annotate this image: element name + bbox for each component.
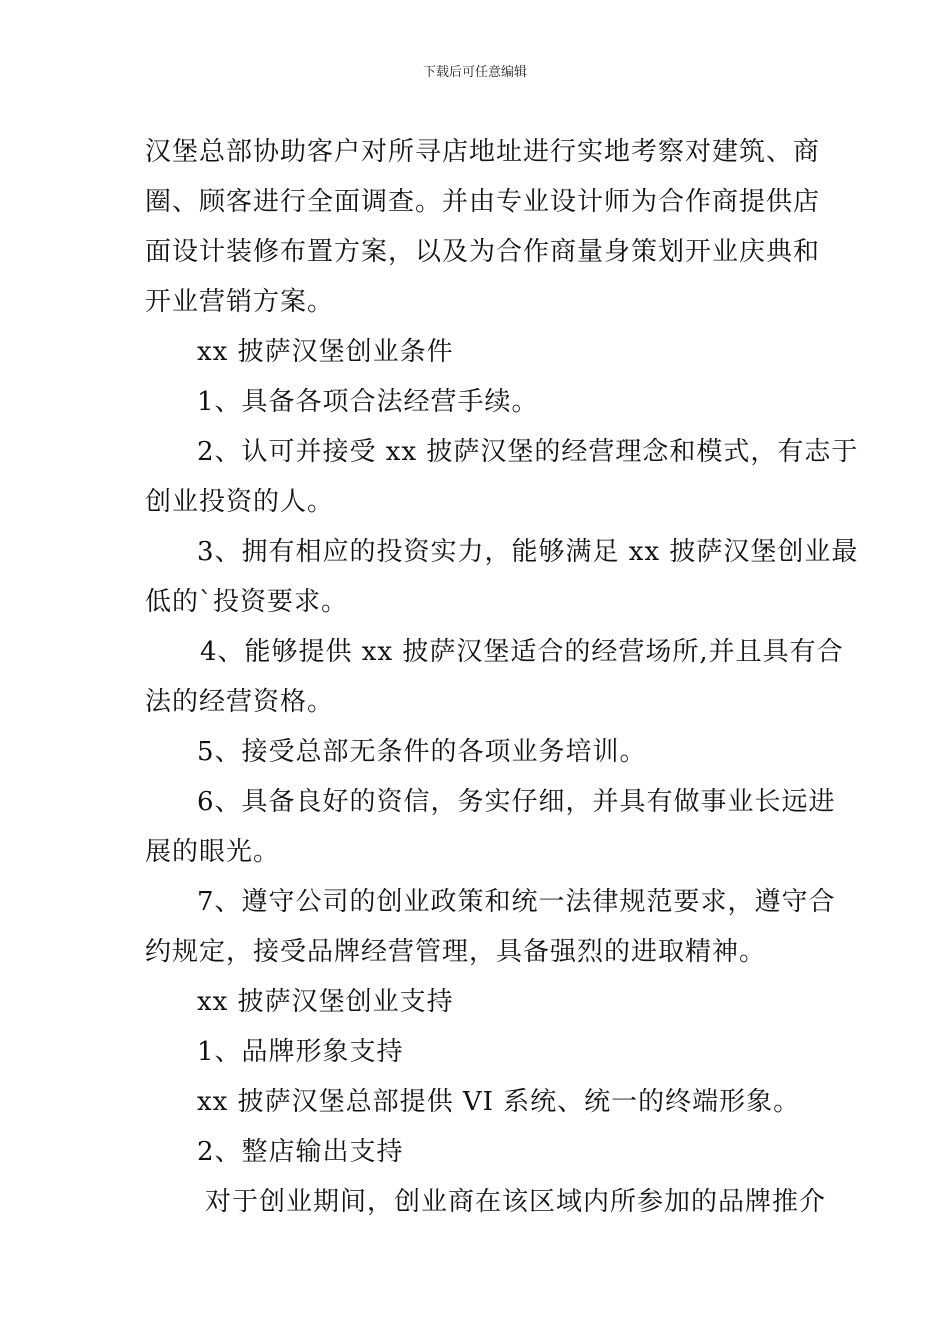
paragraph-line: 低的`投资要求。 <box>145 587 349 617</box>
list-item: 2、整店输出支持 <box>197 1137 404 1167</box>
document-body <box>145 127 859 1227</box>
section-heading: xx 披萨汉堡创业支持 <box>197 987 454 1017</box>
list-item: 2、认可并接受 xx 披萨汉堡的经营理念和模式，有志于 <box>197 437 859 467</box>
paragraph-line: 展的眼光。 <box>145 837 281 867</box>
list-item: 1、具备各项合法经营手续。 <box>197 387 539 417</box>
list-item: 7、遵守公司的创业政策和统一法律规范要求，遵守合 <box>197 887 836 917</box>
list-item: 6、具备良好的资信，务实仔细，并具有做事业长远进 <box>197 787 836 817</box>
paragraph-line: 汉堡总部协助客户对所寻店地址进行实地考察对建筑、商 <box>145 137 821 167</box>
paragraph-line: 面设计装修布置方案，以及为合作商量身策划开业庆典和 <box>145 237 821 267</box>
paragraph-line: xx 披萨汉堡总部提供 VI 系统、统一的终端形象。 <box>197 1087 801 1117</box>
section-heading: xx 披萨汉堡创业条件 <box>197 337 454 367</box>
paragraph-line: 开业营销方案。 <box>145 287 335 317</box>
paragraph-line: 法的经营资格。 <box>145 687 335 717</box>
list-item: 1、品牌形象支持 <box>197 1037 404 1067</box>
list-item: 3、拥有相应的投资实力，能够满足 xx 披萨汉堡创业最 <box>197 537 859 567</box>
page-header: 下载后可任意编辑 <box>422 65 527 80</box>
paragraph-line: 圈、顾客进行全面调查。并由专业设计师为合作商提供店 <box>145 187 821 217</box>
list-item: 5、接受总部无条件的各项业务培训。 <box>197 737 647 767</box>
list-item: 4、能够提供 xx 披萨汉堡适合的经营场所,并且具有合 <box>200 637 844 667</box>
paragraph-line: 对于创业期间，创业商在该区域内所参加的品牌推介 <box>205 1187 827 1217</box>
paragraph-line: 创业投资的人。 <box>145 487 335 517</box>
paragraph-line: 约规定，接受品牌经营管理，具备强烈的进取精神。 <box>145 937 767 967</box>
